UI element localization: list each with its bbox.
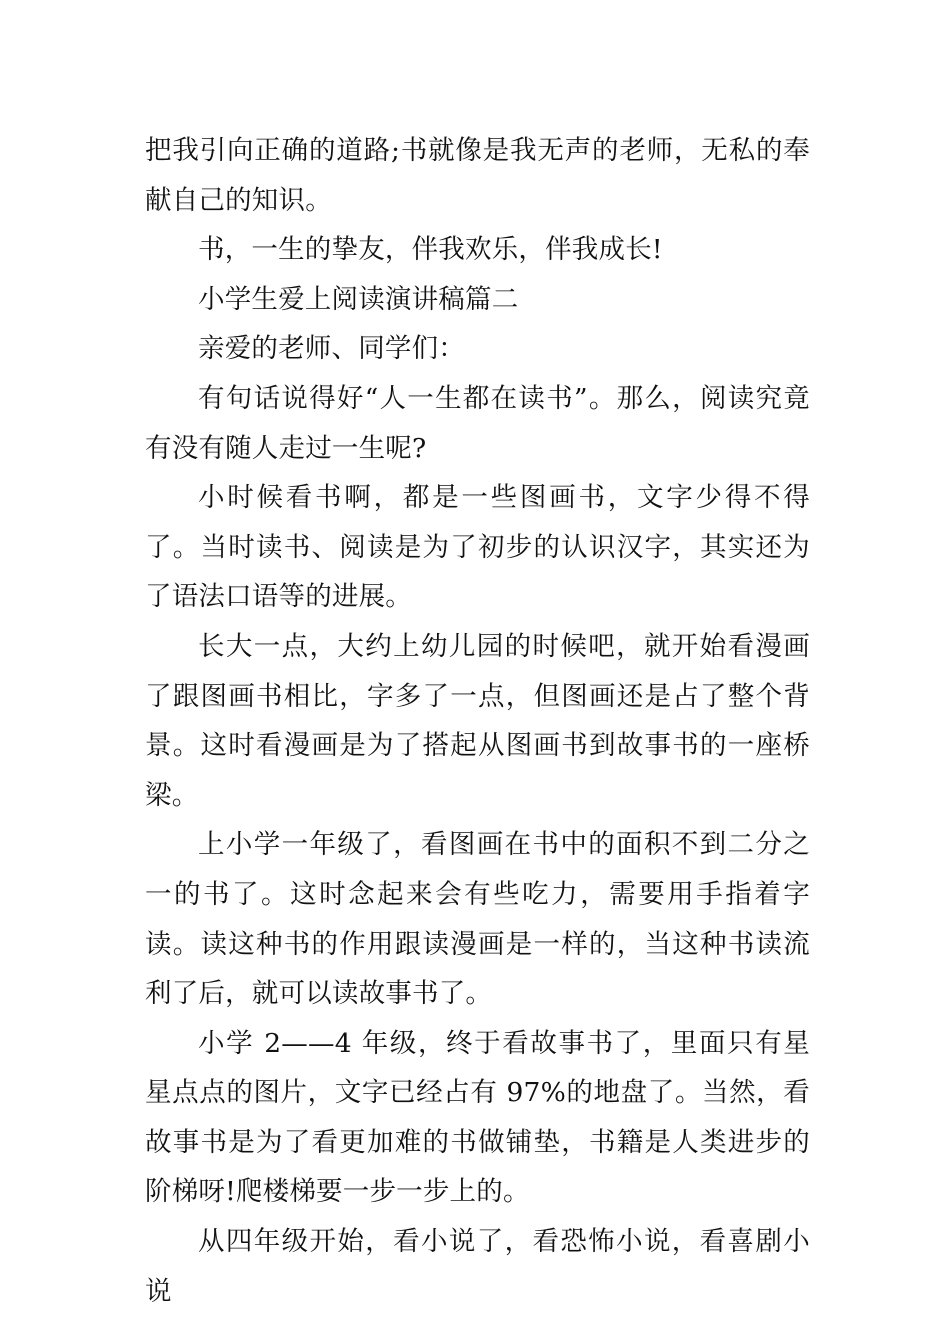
paragraph: 从四年级开始，看小说了，看恐怖小说，看喜剧小说 xyxy=(145,1226,810,1307)
paragraph: 上小学一年级了，看图画在书中的面积不到二分之一的书了。这时念起来会有些吃力，需要用手指着字读。读这种书的作用跟读漫画是一样的，当这种书读流利了后，就可以读故事书了。 xyxy=(145,829,810,1010)
paragraph-continued: 把我引向正确的道路;书就像是我无声的老师，无私的奉献自己的知识。 xyxy=(145,135,810,216)
document-body xyxy=(145,126,810,1316)
paragraph: 长大一点，大约上幼儿园的时候吧，就开始看漫画了跟图画书相比，字多了一点，但图画还是占了整个背景。这时看漫画是为了搭起从图画书到故事书的一座桥梁。 xyxy=(145,630,810,811)
paragraph-closing-line: 书，一生的挚友，伴我欢乐，伴我成长! xyxy=(198,234,663,266)
paragraph: 小时候看书啊，都是一些图画书，文字少得不得了。当时读书、阅读是为了初步的认识汉字，其实还为了语法口语等的进展。 xyxy=(145,482,810,613)
section-title: 小学生爱上阅读演讲稿篇二 xyxy=(198,283,519,315)
paragraph: 有句话说得好“人一生都在读书”。那么，阅读究竟有没有随人走过一生呢? xyxy=(145,382,810,464)
paragraph: 小学 2——4 年级，终于看故事书了，里面只有星星点点的图片，文字已经占有 97%的地盘了。当然，看故事书是为了看更加难的书做铺垫，书籍是人类进步的阶梯呀!爬楼梯要一步一步上的。 xyxy=(145,1027,810,1208)
salutation: 亲爱的老师、同学们： xyxy=(198,333,465,365)
